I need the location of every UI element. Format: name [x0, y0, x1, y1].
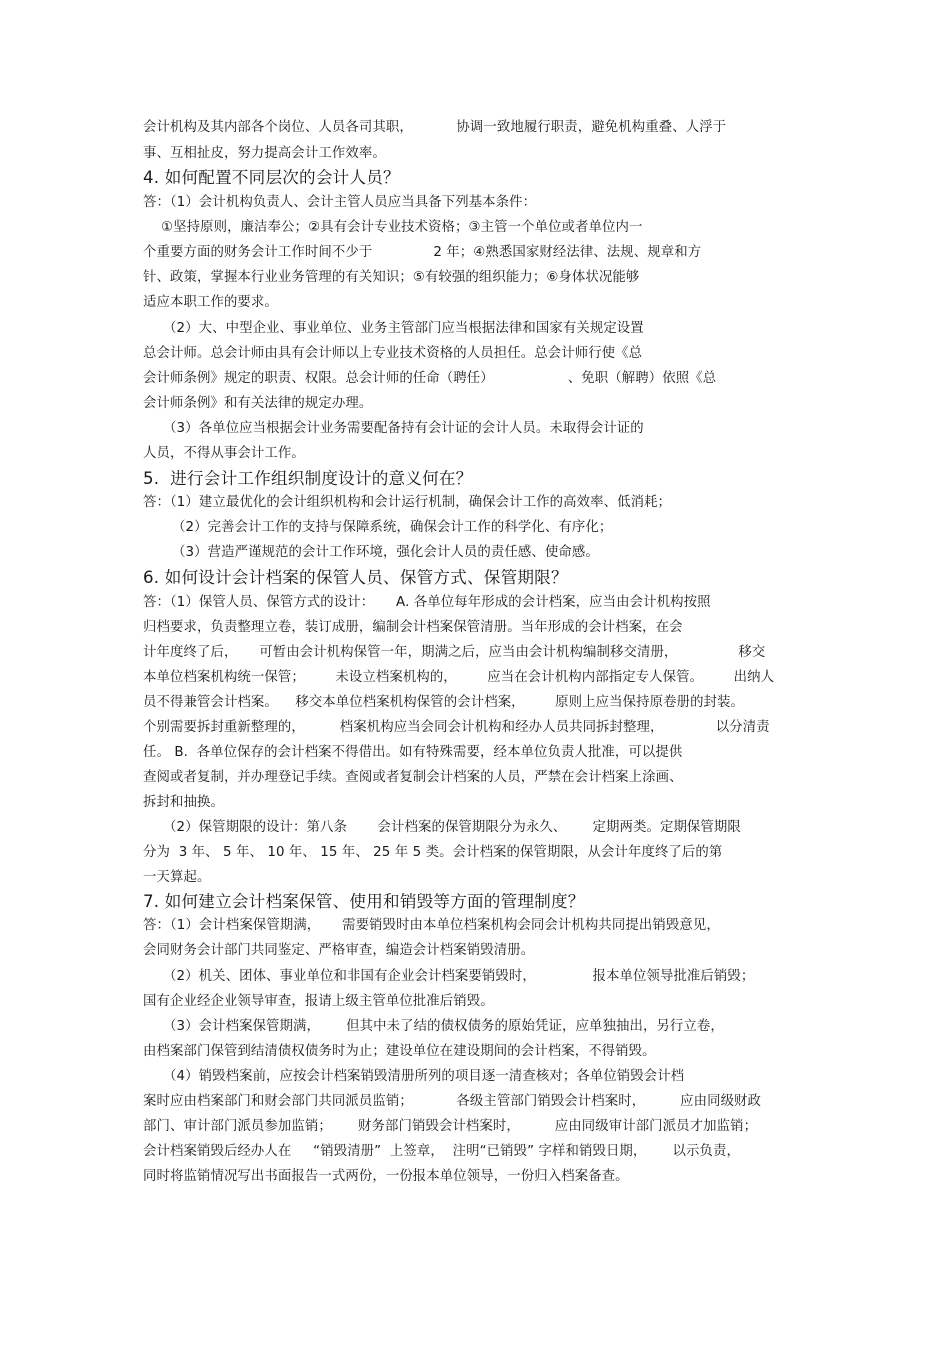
text-line: （2）完善会计工作的支持与保障系统，确保会计工作的科学化、有序化； [172, 520, 613, 535]
text-line: （2）保管期限的设计：第八条 会计档案的保管期限分为永久、 定期两类。定期保管期限 [163, 820, 741, 835]
text-line: 拆封和抽换。 [143, 795, 224, 810]
text-line: 适应本职工作的要求。 [143, 295, 278, 310]
section-heading: 7. 如何建立会计档案保管、使用和销毁等方面的管理制度？ [143, 892, 585, 911]
text-line: 同时将监销情况写出书面报告一式两份，一份报本单位领导，一份归入档案备查。 [143, 1169, 629, 1184]
text-line: 个重要方面的财务会计工作时间不少于 2 年；④熟悉国家财经法律、法规、规章和方 [143, 245, 702, 260]
text-line: 会计档案销毁后经办人在 “销毁清册” 上签章， 注明“已销毁” 字样和销毁日期， 以示负责， [143, 1144, 741, 1159]
text-line: 个别需要拆封重新整理的， 档案机构应当会同会计机构和经办人员共同拆封整理， 以分清责 [143, 720, 770, 735]
text-line: ①坚持原则，廉洁奉公；②具有会计专业技术资格；③主管一个单位或者单位内一 [161, 220, 643, 235]
section-heading: 5. 进行会计工作组织制度设计的意义何在？ [143, 469, 473, 488]
text-line: 事、互相扯皮，努力提高会计工作效率。 [143, 146, 386, 161]
text-line: 会计师条例》和有关法律的规定办理。 [143, 396, 373, 411]
text-line: 答：（1）建立最优化的会计组织机构和会计运行机制，确保会计工作的高效率、低消耗； [143, 495, 672, 510]
text-line: 会计师条例》规定的职责、权限。总会计师的任命（聘任） 、免职（解聘）依照《总 [143, 371, 717, 386]
text-line: 总会计师。总会计师由具有会计师以上专业技术资格的人员担任。总会计师行使《总 [143, 346, 643, 361]
text-line: 会同财务会计部门共同鉴定、严格审查，编造会计档案销毁清册。 [143, 943, 535, 958]
text-line: 由档案部门保管到结清债权债务时为止；建设单位在建设期间的会计档案，不得销毁。 [143, 1044, 656, 1059]
text-line: （3）各单位应当根据会计业务需要配备持有会计证的会计人员。未取得会计证的 [163, 421, 644, 436]
text-line: 计年度终了后， 可暂由会计机构保管一年，期满之后，应当由会计机构编制移交清册， 移交 [143, 645, 766, 660]
text-line: 国有企业经企业领导审查，报请上级主管单位批准后销毁。 [143, 994, 494, 1009]
text-line: 本单位档案机构统一保管； 未设立档案机构的， 应当在会计机构内部指定专人保管。 出纳人 [143, 670, 775, 685]
section-heading: 6. 如何设计会计档案的保管人员、保管方式、保管期限？ [143, 568, 568, 587]
text-line: 查阅或者复制，并办理登记手续。查阅或者复制会计档案的人员，严禁在会计档案上涂画、 [143, 770, 683, 785]
text-line: （4）销毁档案前，应按会计档案销毁清册所列的项目逐一清查核对；各单位销毁会计档 [163, 1069, 685, 1084]
text-line: 人员，不得从事会计工作。 [143, 446, 305, 461]
text-line: （3）营造严谨规范的会计工作环境，强化会计人员的责任感、使命感。 [172, 545, 599, 560]
text-line: 员不得兼管会计档案。 移交本单位档案机构保管的会计档案， 原则上应当保持原卷册的封装。 [143, 695, 745, 710]
text-line: 针、政策，掌握本行业业务管理的有关知识；⑤有较强的组织能力；⑥身体状况能够 [143, 270, 640, 285]
text-line: 归档要求，负责整理立卷，装订成册，编制会计档案保管清册。当年形成的会计档案，在会 [143, 620, 683, 635]
text-line: 任。 B. 各单位保存的会计档案不得借出。如有特殊需要，经本单位负责人批准，可以提供 [143, 745, 683, 760]
section-heading: 4. 如何配置不同层次的会计人员？ [143, 168, 400, 187]
text-line: 案时应由档案部门和财会部门共同派员监销； 各级主管部门销毁会计档案时， 应由同级财政 [143, 1094, 762, 1109]
text-line: 部门、审计部门派员参加监销； 财务部门销毁会计档案时， 应由同级审计部门派员才加监销； [143, 1119, 758, 1134]
text-line: 会计机构及其内部各个岗位、人员各司其职， 协调一致地履行职责，避免机构重叠、人浮于 [143, 120, 727, 135]
text-line: 答：（1）会计机构负责人、会计主管人员应当具备下列基本条件： [143, 195, 537, 210]
text-line: 答：（1）保管人员、保管方式的设计： A. 各单位每年形成的会计档案，应当由会计机构按照 [143, 595, 711, 610]
text-line: （2）大、中型企业、事业单位、业务主管部门应当根据法律和国家有关规定设置 [163, 321, 644, 336]
text-line: （3）会计档案保管期满， 但其中未了结的债权债务的原始凭证，应单独抽出，另行立卷， [163, 1019, 724, 1034]
text-line: 一天算起。 [143, 870, 211, 885]
text-line: 分为 3 年、 5 年、 10 年、 15 年、 25 年 5 类。会计档案的保管期限，从会计年度终了后的第 [143, 845, 723, 860]
text-line: 答：（1）会计档案保管期满， 需要销毁时由本单位档案机构会同会计机构共同提出销毁意见， [143, 918, 720, 933]
text-line: （2）机关、团体、事业单位和非国有企业会计档案要销毁时， 报本单位领导批准后销毁； [163, 969, 755, 984]
